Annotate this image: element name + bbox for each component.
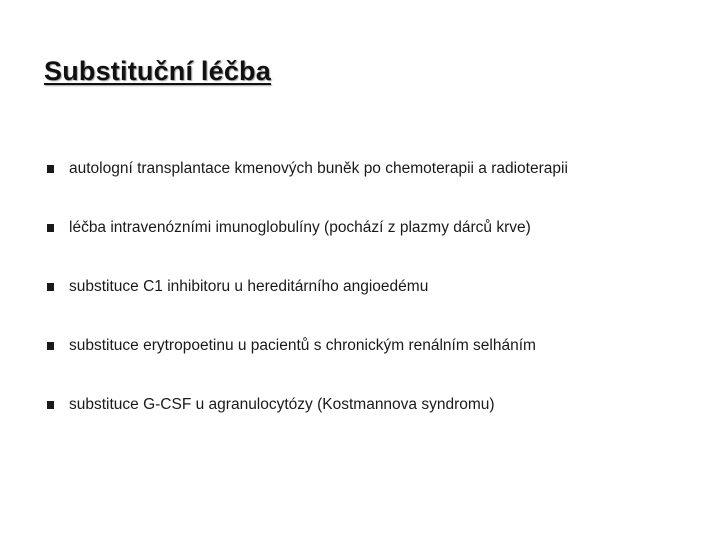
- bullet-text: autologní transplantace kmenových buněk po chemoterapii a radioterapii: [69, 160, 568, 177]
- list-item: [46, 391, 706, 419]
- square-bullet-icon: [47, 224, 54, 232]
- square-bullet-icon: [47, 342, 54, 350]
- list-item: [46, 273, 706, 301]
- bullet-text: substituce C1 inhibitoru u hereditárního angioedému: [69, 278, 429, 295]
- square-bullet-icon: [47, 283, 54, 291]
- list-item: [46, 332, 706, 360]
- list-item: [46, 214, 706, 242]
- bullet-list: [46, 155, 706, 450]
- square-bullet-icon: [47, 165, 54, 173]
- bullet-text: substituce erytropoetinu u pacientů s chronickým renálním selháním: [69, 337, 536, 354]
- bullet-text: léčba intravenózními imunoglobulíny (pochází z plazmy dárců krve): [69, 219, 531, 236]
- list-item: [46, 155, 706, 183]
- slide-title: Substituční léčba: [44, 56, 271, 86]
- square-bullet-icon: [47, 401, 54, 409]
- bullet-text: substituce G-CSF u agranulocytózy (Kostmannova syndromu): [69, 396, 495, 413]
